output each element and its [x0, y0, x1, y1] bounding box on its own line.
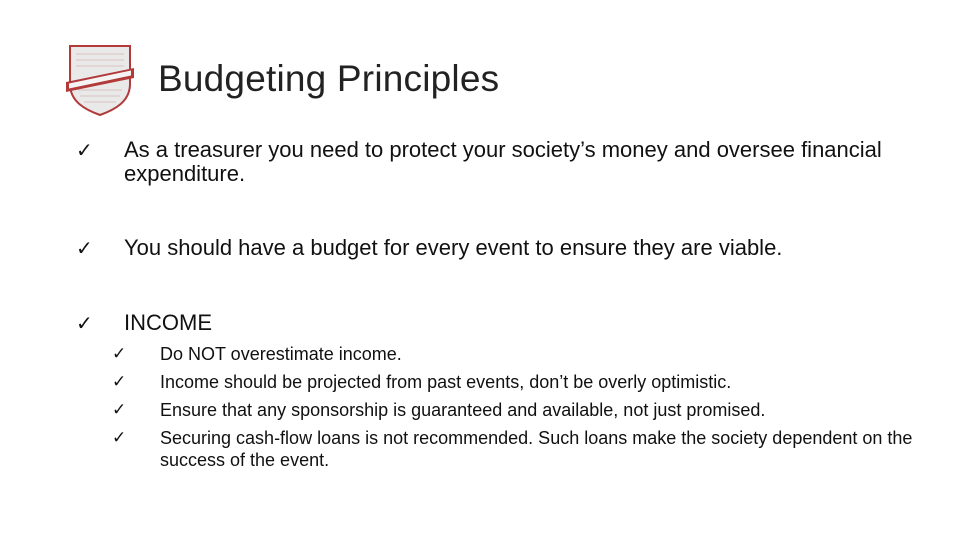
bullet-text: INCOME [124, 310, 212, 335]
checkmark-icon: ✓ [76, 236, 93, 260]
crest-graphic [66, 44, 134, 116]
checkmark-icon: ✓ [112, 400, 127, 420]
checkmark-icon: ✓ [76, 311, 93, 335]
checkmark-icon: ✓ [112, 344, 127, 364]
checkmark-icon: ✓ [76, 138, 93, 162]
sub-bullet-text: Do NOT overestimate income. [160, 344, 402, 364]
checkmark-icon: ✓ [112, 428, 127, 448]
sub-bullet-text: Ensure that any sponsorship is guaranteed and available, not just promised. [160, 400, 766, 420]
checkmark-icon: ✓ [112, 372, 127, 392]
society-crest-icon [66, 44, 134, 116]
slide-title: Budgeting Principles [158, 58, 500, 99]
bullet-text: You should have a budget for every event to ensure they are viable. [124, 235, 783, 260]
sub-bullet-text: Income should be projected from past events, don’t be overly optimistic. [160, 372, 732, 392]
bullet-text: As a treasurer you need to protect your society’s money and oversee financial expenditure. [124, 137, 882, 186]
sub-bullet-text: Securing cash-flow loans is not recommended. Such loans make the society dependent on the success of the event. [160, 428, 913, 470]
